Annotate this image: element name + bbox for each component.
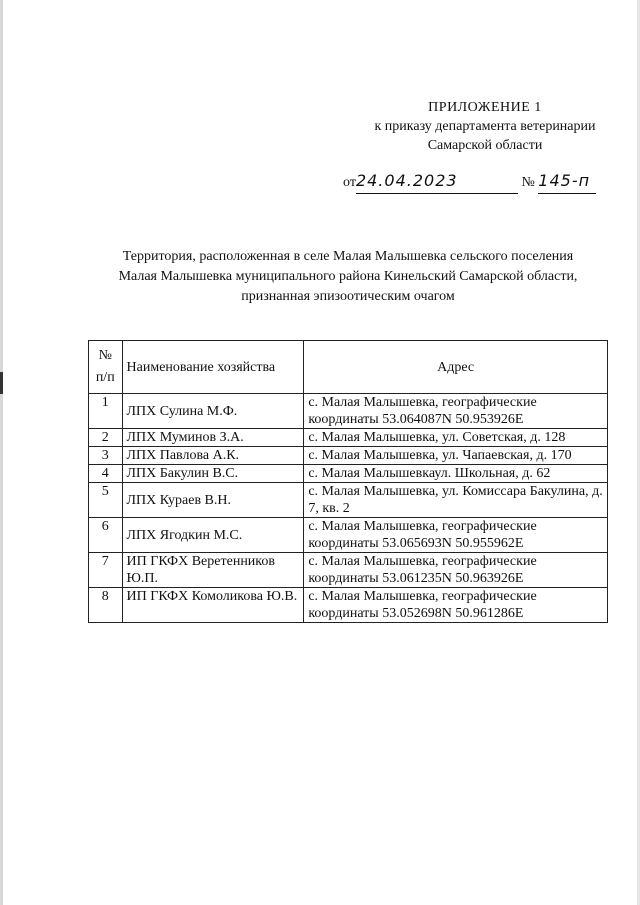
row-address: с. Малая Малышевка, ул. Советская, д. 128 — [304, 429, 608, 447]
table-row — [89, 483, 608, 518]
row-owner: ИП ГКФХ Веретенников Ю.П. — [122, 553, 304, 588]
row-number: 5 — [89, 483, 123, 518]
header-number-label: п/п — [95, 370, 115, 385]
heading-line-1: Территория, расположенная в селе Малая Малышевка сельского поселения — [122, 249, 574, 264]
document-heading — [78, 247, 618, 307]
row-number: 1 — [89, 394, 123, 429]
row-number: 4 — [89, 465, 123, 483]
order-date-value: 24.04.2023 — [355, 171, 458, 190]
header-address: Адрес — [304, 341, 608, 394]
header-owner: Наименование хозяйства — [122, 341, 304, 394]
table-row — [89, 465, 608, 483]
table-row — [89, 394, 608, 429]
row-owner: ИП ГКФХ Комоликова Ю.В. — [122, 588, 304, 623]
row-owner: ЛПХ Муминов З.А. — [122, 429, 304, 447]
row-address: с. Малая Малышевка, географические координаты 53.052698N 50.961286E — [304, 588, 608, 623]
scan-artifact — [0, 372, 3, 394]
order-number-value: 145-п — [538, 171, 591, 190]
row-owner: ЛПХ Кураев В.Н. — [122, 483, 304, 518]
row-owner: ЛПХ Сулина М.Ф. — [122, 394, 304, 429]
heading-line-3: признанная эпизоотическим очагом — [241, 289, 455, 304]
row-owner: ЛПХ Бакулин В.С. — [122, 465, 304, 483]
table-row — [89, 447, 608, 465]
row-address: с. Малая Малышевка, географические координаты 53.065693N 50.955962E — [304, 518, 608, 553]
order-number-prefix: № — [521, 175, 535, 190]
appendix-block — [360, 98, 610, 155]
row-owner: ЛПХ Павлова А.К. — [122, 447, 304, 465]
farms-table — [88, 340, 608, 623]
table-row — [89, 588, 608, 623]
appendix-line-3: Самарской области — [427, 138, 543, 153]
row-number: 7 — [89, 553, 123, 588]
row-address: с. Малая Малышевкаул. Школьная, д. 62 — [304, 465, 608, 483]
row-address: с. Малая Малышевка, ул. Комиссара Бакулина, д. 7, кв. 2 — [304, 483, 608, 518]
row-address: с. Малая Малышевка, географические координаты 53.061235N 50.963926E — [304, 553, 608, 588]
order-line — [343, 171, 623, 194]
row-number: 2 — [89, 429, 123, 447]
header-number — [89, 341, 123, 394]
heading-line-2: Малая Малышевка муниципального района Кинельский Самарской области, — [118, 269, 578, 284]
appendix-line-2: к приказу департамента ветеринарии — [374, 119, 596, 134]
row-number: 8 — [89, 588, 123, 623]
row-address: с. Малая Малышевка, географические координаты 53.064087N 50.953926E — [304, 394, 608, 429]
appendix-title: ПРИЛОЖЕНИЕ 1 — [428, 100, 542, 115]
order-date-field — [356, 171, 518, 194]
row-number: 3 — [89, 447, 123, 465]
order-date-prefix: от — [343, 175, 356, 190]
row-owner: ЛПХ Ягодкин М.С. — [122, 518, 304, 553]
table-row — [89, 429, 608, 447]
table-row — [89, 518, 608, 553]
row-address: с. Малая Малышевка, ул. Чапаевская, д. 170 — [304, 447, 608, 465]
order-number-field — [538, 171, 596, 194]
row-number: 6 — [89, 518, 123, 553]
table-header-row — [89, 341, 608, 394]
scan-edge-left — [0, 0, 3, 905]
table-row — [89, 553, 608, 588]
header-number-symbol: № — [98, 348, 112, 363]
